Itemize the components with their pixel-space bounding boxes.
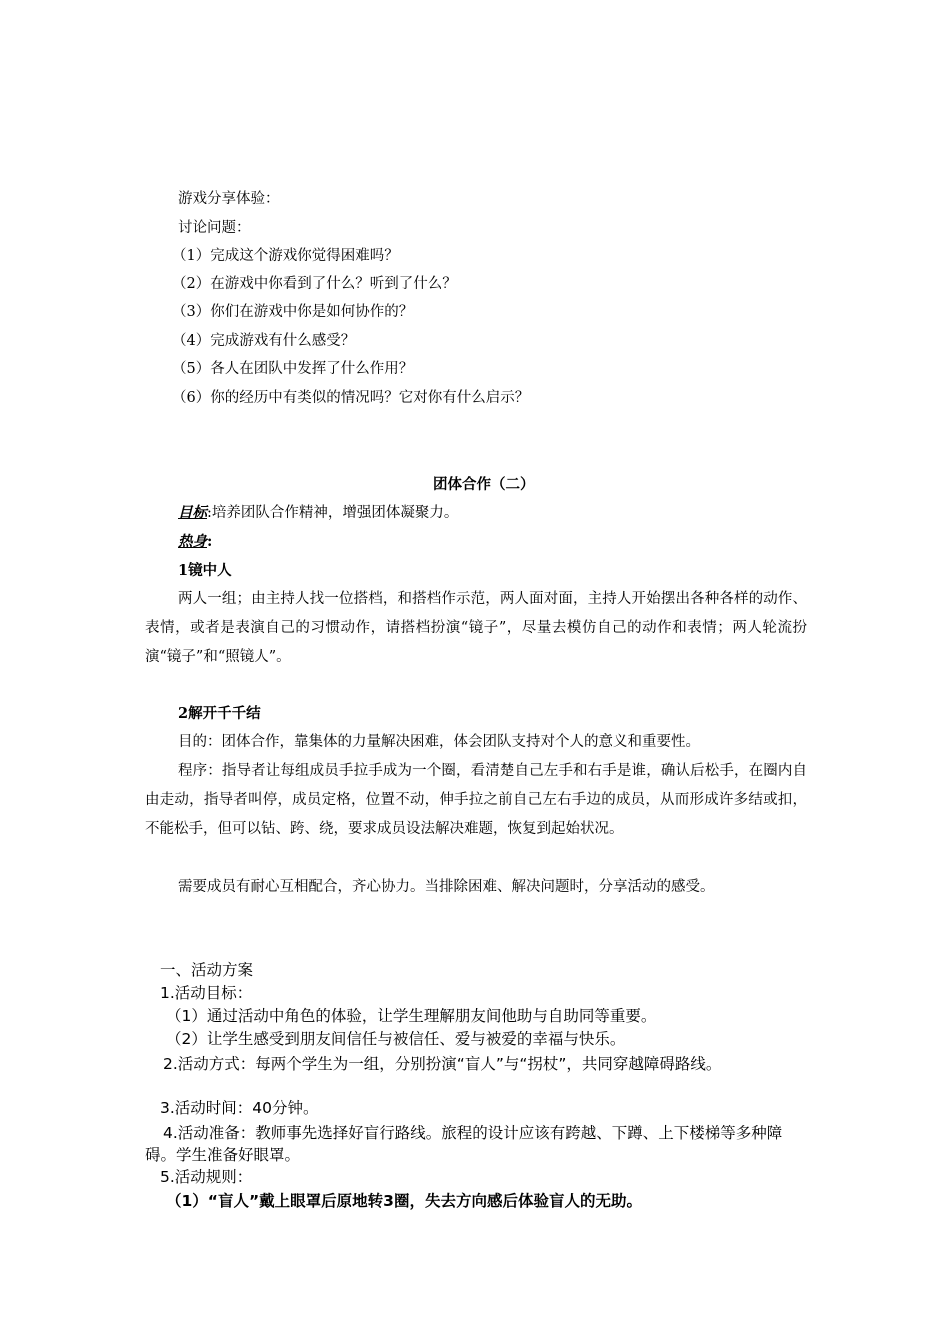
plan-goal-item-1: （1）通过活动中角色的体验，让学生理解朋友间他助与自助同等重要。 <box>166 1007 657 1025</box>
plan-prep: 4.活动准备：教师事先选择好盲行路线。旅程的设计应该有跨越、下蹲、上下楼梯等多种障碍。学生准备好眼罩。 <box>145 1124 783 1164</box>
goal-text: :培养团队合作精神，增强团体凝聚力。 <box>207 505 459 521</box>
item1-title: 1镜中人 <box>178 562 232 579</box>
item2-procedure: 程序：指导者让每组成员手拉手成为一个圈，看清楚自己左手和右手是谁，确认后松手，在圈内自由走动，指导者叫停，成员定格，位置不动，伸手拉之前自己左右手边的成员，从而形成许多结或扣，不能松手，但可以钻、跨、绕，要求成员设法解决难题，恢复到起始状况。 <box>145 763 807 837</box>
warmup-colon: : <box>207 533 213 550</box>
plan-heading: 一、活动方案 <box>160 961 254 979</box>
item1-text: 两人一组；由主持人找一位搭档，和搭档作示范，两人面对面，主持人开始摆出各种各样的动作、表情，或者是表演自己的习惯动作，请搭档扮演“镜子”，尽量去模仿自己的动作和表情；两人轮流扮演“镜子”和“照镜人”。 <box>145 591 807 665</box>
plan-method: 2.活动方式：每两个学生为一组，分别扮演“盲人”与“拐杖”，共同穿越障碍路线。 <box>163 1055 722 1073</box>
plan-goal-heading: 1.活动目标： <box>160 984 253 1002</box>
question-6: （6）你的经历中有类似的情况吗？它对你有什么启示？ <box>172 390 530 406</box>
plan-goal-item-2: （2）让学生感受到朋友间信任与被信任、爱与被爱的幸福与快乐。 <box>166 1030 626 1048</box>
discussion-label: 讨论问题： <box>178 220 251 236</box>
warmup-label: 热身 <box>178 533 207 550</box>
question-3: （3）你们在游戏中你是如何协作的？ <box>172 304 414 320</box>
item2-title: 2解开千千结 <box>178 705 261 722</box>
plan-time: 3.活动时间：40分钟。 <box>160 1099 319 1117</box>
warmup-line <box>178 535 212 550</box>
question-5: （5）各人在团队中发挥了什么作用？ <box>172 361 414 377</box>
plan-rules-heading: 5.活动规则： <box>160 1168 253 1186</box>
question-2: （2）在游戏中你看到了什么？听到了什么？ <box>172 276 457 292</box>
item2-purpose: 目的：团体合作，靠集体的力量解决困难，体会团队支持对个人的意义和重要性。 <box>178 734 700 750</box>
goal-label: 目标 <box>178 504 207 521</box>
goal-line <box>178 506 458 521</box>
section-title: 团体合作（二） <box>433 476 535 493</box>
item2-note: 需要成员有耐心互相配合，齐心协力。当排除困难、解决问题时，分享活动的感受。 <box>178 879 715 895</box>
question-4: （4）完成游戏有什么感受？ <box>172 333 356 349</box>
plan-rule-1: （1）“盲人”戴上眼罩后原地转3圈，失去方向感后体验盲人的无助。 <box>166 1192 642 1210</box>
question-1: （1）完成这个游戏你觉得困难吗？ <box>172 248 399 264</box>
sharing-heading: 游戏分享体验： <box>178 191 280 207</box>
